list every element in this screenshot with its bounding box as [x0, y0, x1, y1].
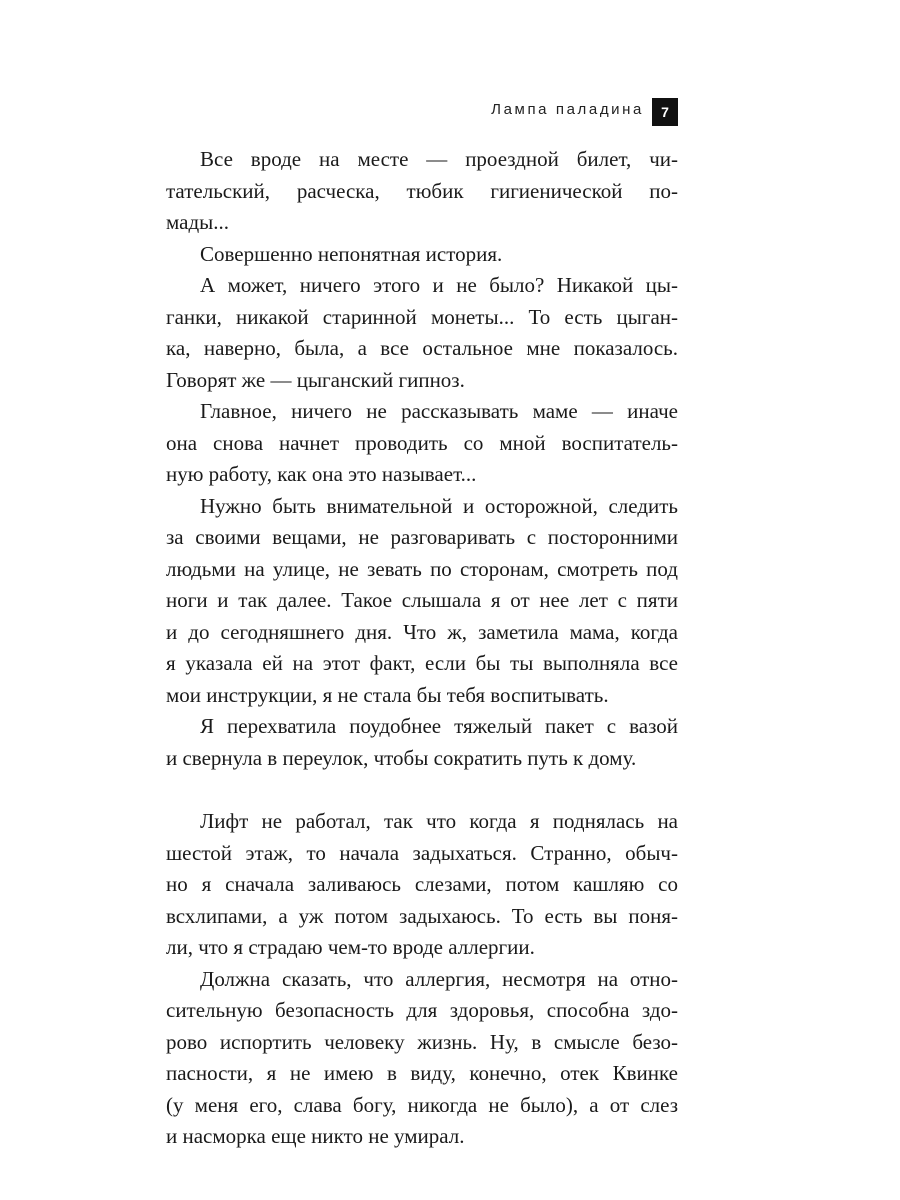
text-line: ка, наверно, была, а все остальное мне показалось.: [166, 336, 678, 360]
text-line: ли, что я страдаю чем-то вроде аллергии.: [166, 935, 535, 959]
text-line: и насморка еще никто не умирал.: [166, 1124, 465, 1148]
text-line: рово испортить человеку жизнь. Ну, в смысле безо-: [166, 1029, 678, 1054]
text-line: и до сегодняшнего дня. Что ж, заметила мама, когда: [166, 619, 678, 644]
text-line: она снова начнет проводить со мной воспитатель-: [166, 430, 678, 455]
text-line: мады...: [166, 210, 230, 234]
page-number: 7: [652, 98, 678, 126]
text-line: Главное, ничего не рассказывать маме — иначе: [200, 399, 678, 423]
text-body: [166, 144, 678, 1153]
text-line: за своими вещами, не разговаривать с посторонними: [166, 525, 678, 549]
text-line: и свернула в переулок, чтобы сократить путь к дому.: [166, 745, 637, 770]
text-line: тательский, расческа, тюбик гигиенической по-: [166, 178, 678, 203]
text-line: сительную безопасность для здоровья, способна здо-: [166, 998, 678, 1022]
text-line: Говорят же — цыганский гипноз.: [166, 367, 465, 392]
text-line: ную работу, как она это называет...: [166, 462, 477, 486]
text-line: А может, ничего этого и не было? Никакой цы-: [200, 273, 678, 297]
text-line: людьми на улице, не зевать по сторонам, смотреть под: [166, 556, 678, 581]
running-header: [478, 98, 678, 126]
header-title: Лампа паладина: [491, 101, 644, 118]
text-line: мои инструкции, я не стала бы тебя воспитывать.: [166, 682, 609, 707]
text-line: Я перехватила поудобнее тяжелый пакет с вазой: [200, 714, 678, 738]
text-line: Совершенно непонятная история.: [200, 241, 503, 266]
text-line: ноги и так далее. Такое слышала я от нее лет с пяти: [166, 588, 678, 612]
text-line: пасности, я не имею в виду, конечно, отек Квинке: [166, 1061, 678, 1085]
section-break: [166, 774, 678, 806]
text-line: ганки, никакой старинной монеты... То есть цыган-: [166, 304, 678, 329]
text-line: Лифт не работал, так что когда я поднялась на: [200, 809, 678, 833]
text-line: Должна сказать, что аллергия, несмотря на отно-: [200, 966, 678, 991]
text-line: всхлипами, а уж потом задыхаюсь. То есть вы поня-: [166, 903, 678, 928]
text-line: шестой этаж, то начала задыхаться. Странно, обыч-: [166, 840, 678, 865]
text-line: я указала ей на этот факт, если бы ты выполняла все: [166, 651, 678, 675]
text-line: Нужно быть внимательной и осторожной, следить: [200, 493, 678, 518]
text-line: (у меня его, слава богу, никогда не было), а от слез: [166, 1092, 678, 1117]
text-line: Все вроде на месте — проездной билет, чи-: [200, 147, 678, 171]
text-line: но я сначала заливаюсь слезами, потом кашляю со: [166, 872, 678, 896]
